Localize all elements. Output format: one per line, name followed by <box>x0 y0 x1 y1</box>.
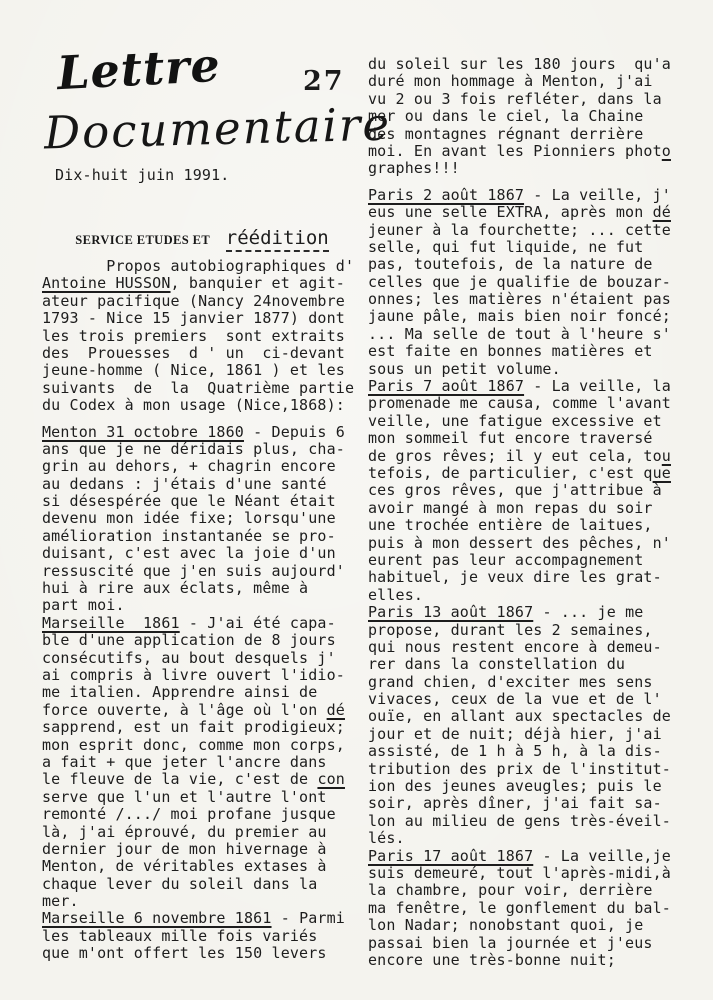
text-line: elles. <box>368 585 424 604</box>
text-line: force ouverte, à l'âge où l'on dé <box>42 700 345 719</box>
text-line: vu 2 ou 3 fois refléter, dans la <box>368 89 662 108</box>
text-line: veille, une fatigue excessive et <box>368 411 662 430</box>
text-line: ouïe, en allant aux spectacles de <box>368 707 671 726</box>
text-line: Propos autobiographiques d' <box>42 257 355 275</box>
text-line: devenu mon idée fixe; lorsqu'une <box>42 509 336 528</box>
text-line: du soleil sur les 180 jours qu'a <box>368 55 671 73</box>
text-line: jeune-homme ( Nice, 1861 ) et les <box>42 361 345 380</box>
text-line: là, j'ai éprouvé, du premier au <box>42 822 327 841</box>
text-line: moi. En avant les Pionniers photo <box>368 141 671 160</box>
text-line: Marseille 1861 - J'ai été capa- <box>42 613 336 632</box>
text-line: suivants de la Quatrième partie <box>42 378 355 397</box>
text-section <box>42 910 364 962</box>
text-line: Menton 31 octobre 1860 - Depuis 6 <box>42 422 345 441</box>
underlined-text: Paris 7 août 1867 <box>368 377 525 396</box>
text-line: selle, qui fut liquide, ne fut <box>368 237 644 256</box>
text-line: Paris 7 août 1867 - La veille, la <box>368 377 671 396</box>
underlined-text: o <box>661 141 671 160</box>
underlined-text: dé <box>652 203 671 222</box>
text-section <box>368 604 692 847</box>
text-line: amélioration instantanée se pro- <box>42 526 336 545</box>
text-line: que m'ont offert les 150 levers <box>42 944 327 963</box>
underlined-text: Paris 13 août 1867 <box>368 603 534 622</box>
text-line: de gros rêves; il y eut cela, tou <box>368 446 671 465</box>
text-line: pas, toutefois, de la nature de <box>368 255 653 274</box>
right-text-column <box>368 56 692 969</box>
text-line: mon sommeil fut encore traversé <box>368 429 653 448</box>
text-line: passai bien la journée et j'eus <box>368 933 653 952</box>
left-text-column <box>42 258 364 963</box>
underlined-text: Marseille 6 novembre 1861 <box>42 909 272 928</box>
underlined-text: u <box>661 446 671 465</box>
text-line: mer. <box>42 892 79 911</box>
text-line: ces gros rêves, que j'attribue à <box>368 481 662 500</box>
text-line: jour et de nuit; déjà hier, j'ai <box>368 724 662 743</box>
text-line: lon Nadar; nonobstant quoi, je <box>368 916 644 935</box>
issue-number: 27 <box>303 66 345 97</box>
text-line: promenade me causa, comme l'avant <box>368 394 671 413</box>
text-line: Paris 2 août 1867 - La veille, j' <box>368 185 671 204</box>
text-line: eus une selle EXTRA, après mon dé <box>368 203 671 222</box>
underlined-text: Paris 17 août 1867 <box>368 846 534 865</box>
text-line: mer ou dans le ciel, la Chaine <box>368 107 644 126</box>
text-line: duré mon hommage à Menton, j'ai <box>368 72 653 91</box>
text-line: suis demeuré, tout l'après-midi,à <box>368 863 671 882</box>
text-line: a fait + que jeter l'ancre dans <box>42 752 327 771</box>
text-line: assisté, de 1 h à 5 h, à la dis- <box>368 742 662 761</box>
text-line: dernier jour de mon hivernage à <box>42 839 327 858</box>
text-line: onnes; les matières n'étaient pas <box>368 290 671 309</box>
text-section <box>42 615 364 911</box>
text-section <box>368 378 692 604</box>
text-line: les tableaux mille fois variés <box>42 926 318 945</box>
text-line: remonté /.../ moi profane jusque <box>42 805 336 824</box>
text-line: Marseille 6 novembre 1861 - Parmi <box>42 909 345 928</box>
underlined-text: Antoine HUSSON <box>42 274 171 293</box>
text-line: au dedans : j'étais d'une santé <box>42 474 327 493</box>
text-line: lés. <box>368 829 405 848</box>
text-line: lon au milieu de gens très-éveil- <box>368 811 671 830</box>
text-line: ressuscité que j'en suis aujourd' <box>42 561 345 580</box>
kicker-emphasis-text: réédition <box>226 227 329 252</box>
text-line: ... Ma selle de tout à l'heure s' <box>368 324 671 343</box>
text-line: me italien. Apprendre ainsi de <box>42 683 318 702</box>
text-line: ble d'une application de 8 jours <box>42 631 336 650</box>
text-line: tefois, de particulier, c'est que <box>368 463 671 482</box>
text-line: chaque lever du soleil dans la <box>42 874 318 893</box>
text-line: puis à mon dessert des pêches, n' <box>368 533 671 552</box>
underlined-text: dé <box>326 700 345 719</box>
text-line: sous un petit volume. <box>368 359 561 378</box>
text-line: des montagnes régnant derrière <box>368 124 644 143</box>
text-line: Paris 13 août 1867 - ... je me <box>368 603 644 622</box>
text-line: habituel, je veux dire les grat- <box>368 568 662 587</box>
text-line: duisant, c'est avec la joie d'un <box>42 544 336 563</box>
text-line: une trochée entière de laitues, <box>368 516 653 535</box>
text-line: ateur pacifique (Nancy 24novembre <box>42 291 345 310</box>
text-line: ans que je ne déridais plus, cha- <box>42 439 345 458</box>
text-line: encore une très-bonne nuit; <box>368 950 616 969</box>
text-line: consécutifs, au bout desquels j' <box>42 648 336 667</box>
text-section <box>368 56 692 178</box>
text-line: tribution des prix de l'institut- <box>368 759 671 778</box>
text-line: propose, durant les 2 semaines, <box>368 620 653 639</box>
text-section <box>42 258 364 415</box>
text-line: jeuner à la fourchette; ... cette <box>368 220 671 239</box>
text-line: hui à rire aux éclats, même à <box>42 579 309 598</box>
text-line: est faite en bonnes matières et <box>368 342 653 361</box>
text-section <box>368 187 692 378</box>
text-line: Antoine HUSSON, banquier et agit- <box>42 274 345 293</box>
text-line: du Codex à mon usage (Nice,1868): <box>42 396 345 415</box>
text-line: ma fenêtre, le gonflement du bal- <box>368 898 671 917</box>
kicker-smallcaps-text: SERVICE ETUDES ET <box>75 233 211 247</box>
text-line: celles que je qualifie de bouzar- <box>368 272 671 291</box>
text-line: sapprend, est un fait prodigieux; <box>42 718 345 737</box>
text-line: Menton, de véritables extases à <box>42 857 327 876</box>
underlined-text: Paris 2 août 1867 <box>368 185 525 204</box>
underlined-text: con <box>317 770 345 789</box>
text-section <box>368 848 692 970</box>
text-line: part moi. <box>42 596 125 615</box>
text-line: vivaces, ceux de la vue et de l' <box>368 690 662 709</box>
text-line: soir, après dîner, j'ai fait sa- <box>368 794 662 813</box>
underlined-text: Menton 31 octobre 1860 <box>42 422 244 441</box>
text-line: jaune pâle, mais bien noir foncé; <box>368 307 671 326</box>
issue-date: Dix-huit juin 1991. <box>55 166 230 184</box>
text-line: des Prouesses d ' un ci-devant <box>42 343 345 362</box>
text-line: graphes!!! <box>368 159 460 178</box>
text-line: si désespérée que le Néant était <box>42 492 336 511</box>
text-line: le fleuve de la vie, c'est de con <box>42 770 345 789</box>
text-line: grin au dehors, + chagrin encore <box>42 457 336 476</box>
underlined-text: ue <box>652 463 671 482</box>
text-line: avoir mangé à mon repas du soir <box>368 498 653 517</box>
text-line: serve que l'un et l'autre l'ont <box>42 787 327 806</box>
text-line: ion des jeunes aveugles; puis le <box>368 777 662 796</box>
text-section <box>42 424 364 615</box>
text-line: mon esprit donc, comme mon corps, <box>42 735 345 754</box>
text-line: qui nous restent encore à demeu- <box>368 637 662 656</box>
text-line: 1793 - Nice 15 janvier 1877) dont <box>42 309 345 328</box>
newsletter-title-line2: Documentaire <box>43 97 392 160</box>
text-line: grand chien, d'exciter mes sens <box>368 672 653 691</box>
underlined-text: Marseille 1861 <box>42 613 180 632</box>
newsletter-title-line1: Lettre <box>55 37 222 101</box>
text-line: eurent pas leur accompagnement <box>368 550 644 569</box>
text-line: ai compris à livre ouvert l'idio- <box>42 665 345 684</box>
section-kicker <box>42 227 362 249</box>
text-line: rer dans la constellation du <box>368 655 626 674</box>
text-line: les trois premiers sont extraits <box>42 326 345 345</box>
text-line: Paris 17 août 1867 - La veille,je <box>368 846 671 865</box>
text-line: la chambre, pour voir, derrière <box>368 881 653 900</box>
